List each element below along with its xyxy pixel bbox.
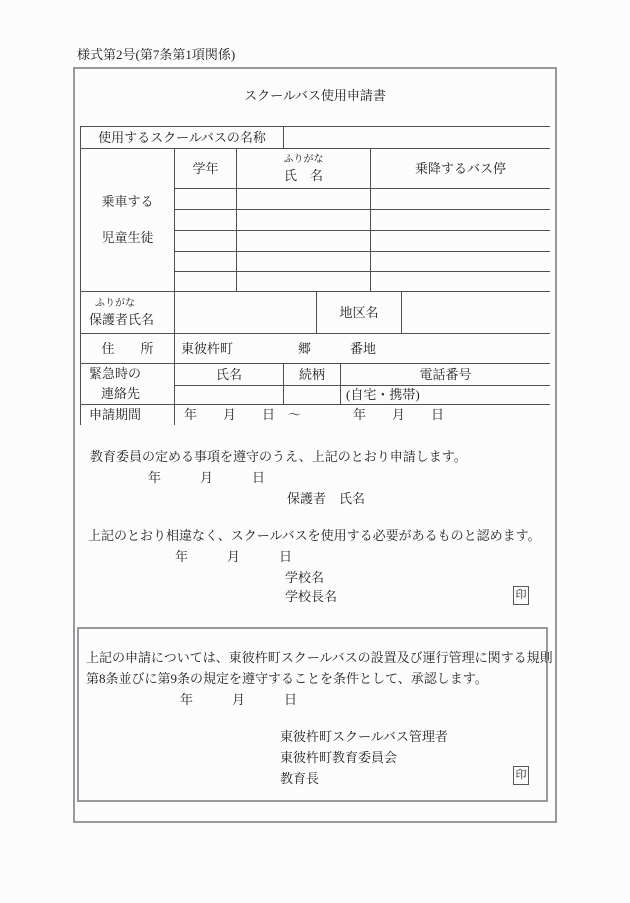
student-stop-cell (371, 189, 550, 210)
district-value-cell (402, 292, 550, 334)
student-grade-cell (175, 272, 237, 292)
guardian-name-label: 保護者氏名 (89, 311, 155, 327)
student-grade-cell (175, 189, 237, 210)
grade-header-cell: 学年 (175, 149, 237, 189)
application-table (80, 126, 550, 425)
approval-statement-line2: 第8条並びに第9条の規定を遵守することを条件として、承認します。 (86, 671, 488, 686)
emergency-relation-header-cell: 続柄 (284, 364, 341, 386)
student-grade-cell (175, 252, 237, 272)
emergency-label-line1: 緊急時の (89, 366, 142, 381)
school-date-line: 年 月 日 (175, 549, 293, 564)
name-label: 氏 名 (283, 167, 323, 183)
district-label-cell: 地区名 (317, 292, 402, 334)
emergency-phone-header-cell: 電話番号 (341, 364, 550, 386)
students-label-line1: 乗車する (101, 194, 154, 209)
approval-statement-line1: 上記の申請については、東彼杵町スクールバスの設置及び運行管理に関する規則 (86, 650, 553, 665)
emergency-relation-value-cell (284, 386, 341, 405)
guardian-furigana-label: ふりがな (95, 297, 135, 309)
student-stop-cell (371, 210, 550, 231)
period-value-cell: 年 月 日 ～ 年 月 日 (184, 407, 445, 422)
emergency-label-cell (81, 364, 175, 405)
address-label-cell: 住 所 (81, 334, 175, 364)
student-stop-cell (371, 272, 550, 292)
student-name-cell (237, 231, 371, 252)
students-label-cell (81, 149, 175, 292)
student-grade-cell (175, 231, 237, 252)
student-grade-cell (175, 210, 237, 231)
approval-date-line: 年 月 日 (180, 692, 298, 707)
principal-label: 学校長名 (285, 589, 338, 604)
student-stop-cell (371, 231, 550, 252)
superintendent-seal-box: 印 (513, 766, 529, 785)
applicant-signer-line: 保護者 氏名 (287, 491, 366, 506)
school-name-label: 学校名 (285, 570, 325, 585)
guardian-label-cell (81, 292, 175, 334)
name-header-cell (237, 149, 371, 189)
bus-name-label-cell: 使用するスクールバスの名称 (81, 127, 284, 149)
superintendent-signature-line: 教育長 (280, 771, 320, 786)
name-furigana-label: ふりがな (283, 153, 324, 165)
student-name-cell (237, 272, 371, 292)
form-number: 様式第2号(第7条第1項関係) (77, 47, 236, 62)
manager-signature-line: 東彼杵町スクールバス管理者 (280, 729, 448, 744)
student-name-cell (237, 189, 371, 210)
board-signature-line: 東彼杵町教育委員会 (280, 750, 398, 765)
student-stop-cell (371, 252, 550, 272)
applicant-statement: 教育委員の定める事項を遵守のうえ、上記のとおり申請します。 (90, 449, 467, 464)
emergency-name-header-cell: 氏名 (175, 364, 284, 386)
period-label-cell: 申請期間 (81, 405, 175, 425)
guardian-name-value-cell (175, 292, 317, 334)
student-name-cell (237, 252, 371, 272)
principal-seal-box: 印 (513, 586, 529, 605)
bus-name-value-cell (284, 127, 550, 149)
busstop-header-cell: 乗降するバス停 (371, 149, 550, 189)
school-statement: 上記のとおり相違なく、スクールバスを使用する必要があるものと認めます。 (88, 528, 541, 543)
page-title: スクールバス使用申請書 (244, 88, 386, 103)
emergency-name-value-cell (175, 386, 284, 405)
emergency-label-line2: 連絡先 (101, 386, 141, 401)
student-name-cell (237, 210, 371, 231)
address-value-cell: 東彼杵町 郷 番地 (175, 334, 550, 364)
students-label-line2: 児童生徒 (101, 230, 154, 245)
emergency-phone-value-cell: (自宅・携帯) (341, 386, 550, 405)
applicant-date-line: 年 月 日 (148, 470, 266, 485)
